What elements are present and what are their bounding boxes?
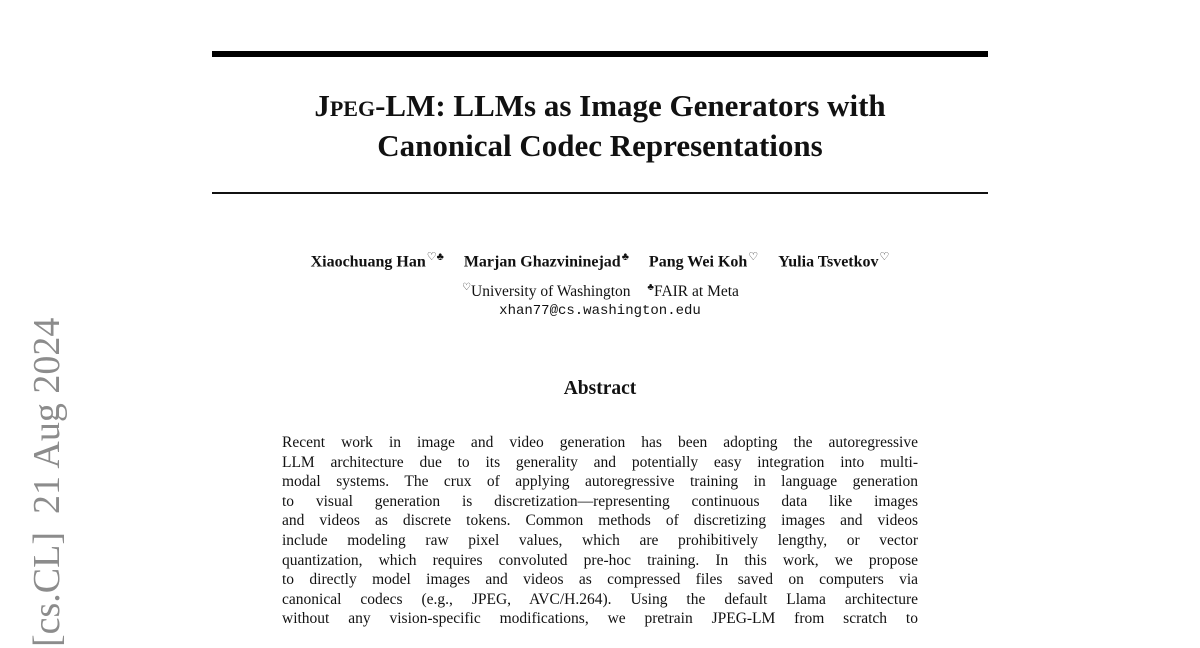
author-name: Pang Wei Koh xyxy=(648,253,748,271)
arxiv-date: 21 Aug 2024 xyxy=(26,317,68,514)
abstract-heading: Abstract xyxy=(563,378,637,399)
affiliation-1 xyxy=(461,278,630,302)
affiliation-name: FAIR at Meta xyxy=(653,283,739,301)
abstract-line: include modeling raw pixel values, which are prohibitively lengthy, or vector xyxy=(282,531,918,549)
arxiv-sidebar-stamp xyxy=(25,307,69,647)
author-list xyxy=(212,247,988,272)
abstract-line: to visual generation is discretization—representing continuous data like images xyxy=(282,492,918,510)
paper-title xyxy=(212,86,988,166)
contact-email[interactable]: xhan77@cs.washington.edu xyxy=(499,303,701,319)
affiliation-symbol: ♣ xyxy=(647,282,654,293)
abstract-line: and videos as discrete tokens. Common methods of discretizing images and videos xyxy=(282,512,918,530)
title-bottom-rule xyxy=(212,192,988,194)
affiliation-mark: ♡ xyxy=(879,251,890,263)
author-name: Xiaochuang Han xyxy=(310,253,426,271)
abstract-line: to directly model images and videos as compressed files saved on computers via xyxy=(282,571,918,589)
affiliation-mark: ♡♣ xyxy=(426,251,444,263)
affiliation-list xyxy=(212,278,988,302)
author-4 xyxy=(778,247,889,272)
abstract-line: LLM architecture due to its generality and potentially easy integration into multi- xyxy=(282,453,918,471)
author-1 xyxy=(311,247,444,272)
abstract-body xyxy=(282,433,918,629)
title-line-1 xyxy=(212,86,988,126)
abstract-line: without any vision-specific modifications, we pretrain JPEG-LM from scratch to xyxy=(282,610,918,628)
title-line-2: Canonical Codec Representations xyxy=(377,128,823,163)
affiliation-mark: ♣ xyxy=(621,251,629,263)
abstract-line: Recent work in image and video generation has been adopting the autoregressive xyxy=(282,434,918,451)
abstract-line: modal systems. The crux of applying autoregressive training in language generation xyxy=(282,473,918,491)
affiliation-symbol: ♡ xyxy=(462,282,472,293)
author-name: Yulia Tsvetkov xyxy=(778,253,879,271)
title-top-rule xyxy=(212,51,988,57)
title-smallcaps-word: Jpeg xyxy=(314,88,376,123)
arxiv-category: [cs.CL] xyxy=(26,531,68,647)
author-3 xyxy=(649,247,758,272)
affiliation-name: University of Washington xyxy=(471,283,631,301)
title-line-1-rest: -LM: LLMs as Image Generators with xyxy=(375,88,886,123)
author-name: Marjan Ghazvininejad xyxy=(463,253,621,271)
abstract-line: canonical codecs (e.g., JPEG, AVC/H.264). Using the default Llama architecture xyxy=(282,590,918,608)
abstract-line: quantization, which requires convoluted pre-hoc training. In this work, we propose xyxy=(282,551,918,569)
affiliation-mark: ♡ xyxy=(748,251,759,263)
affiliation-2 xyxy=(646,278,739,302)
author-2 xyxy=(464,247,629,272)
